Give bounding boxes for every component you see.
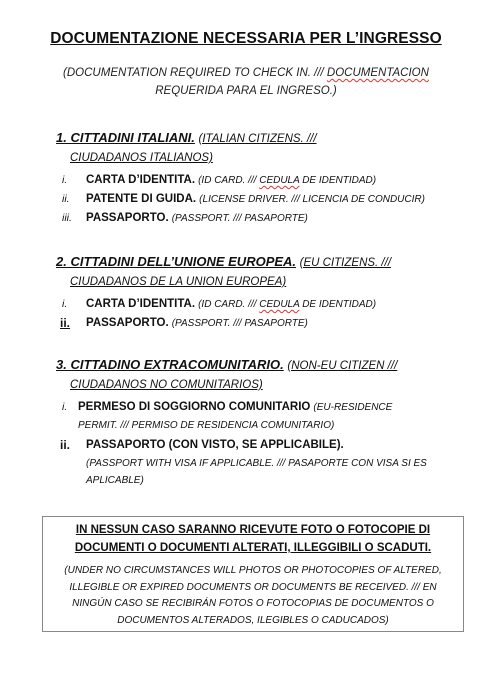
warning-text: IN NESSUN CASO SARANNO RICEVUTE FOTO O FOTOCOPIE DI DOCUMENTI O DOCUMENTI ALTERATI, ILLEGGIBILI O SCADUTI. <box>74 524 432 554</box>
subtitle-text-a: (DOCUMENTATION REQUIRED TO CHECK IN. /// <box>63 67 327 79</box>
section-eu-citizens <box>56 252 466 333</box>
section-heading <box>56 355 466 395</box>
subtitle-text-b: DOCUMENTACION <box>326 67 429 79</box>
item-translation: (ID CARD. /// CEDULA DE IDENTIDAD) <box>198 299 377 310</box>
section-note-cont: CIUDADANOS ITALIANOS) <box>70 152 213 164</box>
item-label: PERMESO DI SOGGIORNO COMUNITARIO <box>78 401 311 413</box>
document-list <box>56 171 466 228</box>
item-label: PATENTE DI GUIDA. <box>86 193 197 205</box>
section-note: (NON-EU CITIZEN /// <box>287 360 398 372</box>
list-item <box>56 314 466 333</box>
item-translation: (ID CARD. /// CEDULA DE IDENTIDAD) <box>198 175 377 186</box>
item-label: PASSAPORTO. <box>86 317 169 329</box>
page-title: DOCUMENTAZIONE NECESSARIA PER L’INGRESSO <box>50 30 442 47</box>
item-label: PASSAPORTO. <box>86 212 169 224</box>
list-item <box>56 295 466 314</box>
item-label: PASSAPORTO (CON VISTO, SE APPLICABILE). <box>86 439 344 451</box>
item-translation-cont: PERMIT. /// PERMISO DE RESIDENCIA COMUNITARIO) <box>78 420 335 431</box>
list-item <box>56 171 466 190</box>
section-title: 2. CITTADINI DELL’UNIONE EUROPEA. <box>56 254 297 269</box>
item-number: i. <box>62 174 68 186</box>
item-translation: (EU-RESIDENCE <box>313 402 393 413</box>
section-note-cont: CIUDADANOS NO COMUNITARIOS) <box>70 379 263 391</box>
item-translation: (PASSPORT. /// PASAPORTE) <box>171 213 308 224</box>
warning-box <box>42 516 464 632</box>
item-label: CARTA D’IDENTITA. <box>86 298 196 310</box>
list-item <box>56 436 466 489</box>
list-item <box>56 190 466 209</box>
item-translation: (LICENSE DRIVER. /// LICENCIA DE CONDUCIR) <box>199 194 425 205</box>
page-subtitle <box>30 64 462 100</box>
warning-translation: (UNDER NO CIRCUMSTANCES WILL PHOTOS OR PHOTOCOPIES OF ALTERED, ILLEGIBLE OR EXPIRED DOCUMENTS OR DOCUMENTS BE RECEIVED. /// EN NINGÚN CASO SE RECIBIRÁN FOTOS O FOTOCOPIAS DE DOCUMENTOS O DOCUMENTOS ALTERADOS, ILEGIBLES O CADUCADOS) <box>64 565 442 626</box>
item-number: iii. <box>62 212 72 224</box>
section-heading <box>56 128 466 168</box>
document-list <box>56 398 466 489</box>
section-heading <box>56 252 466 292</box>
section-title: 1. CITTADINI ITALIANI. <box>56 130 195 145</box>
item-translation: (PASSPORT. /// PASAPORTE) <box>171 318 308 329</box>
section-title: 3. CITTADINO EXTRACOMUNITARIO. <box>56 357 284 372</box>
item-label: CARTA D’IDENTITA. <box>86 174 196 186</box>
item-translation-cont: (PASSPORT WITH VISA IF APPLICABLE. /// PASAPORTE CON VISA SI ES <box>86 458 427 469</box>
section-note: (ITALIAN CITIZENS. /// <box>198 133 317 145</box>
list-item <box>56 398 466 434</box>
section-note-cont: CIUDADANOS DE LA UNION EUROPEA) <box>70 276 287 288</box>
item-number: ii. <box>62 193 70 205</box>
subtitle-text-c: REQUERIDA PARA EL INGRESO.) <box>155 85 337 97</box>
section-note: (EU CITIZENS. /// <box>299 257 392 269</box>
section-italian-citizens <box>56 128 466 228</box>
item-number: ii. <box>60 438 71 452</box>
item-translation-cont2: APLICABLE) <box>86 475 144 486</box>
item-number: ii. <box>60 316 71 330</box>
item-number: i. <box>62 401 68 413</box>
list-item <box>56 209 466 228</box>
section-non-eu-citizens <box>56 355 466 489</box>
item-number: i. <box>62 298 68 310</box>
document-list <box>56 295 466 333</box>
